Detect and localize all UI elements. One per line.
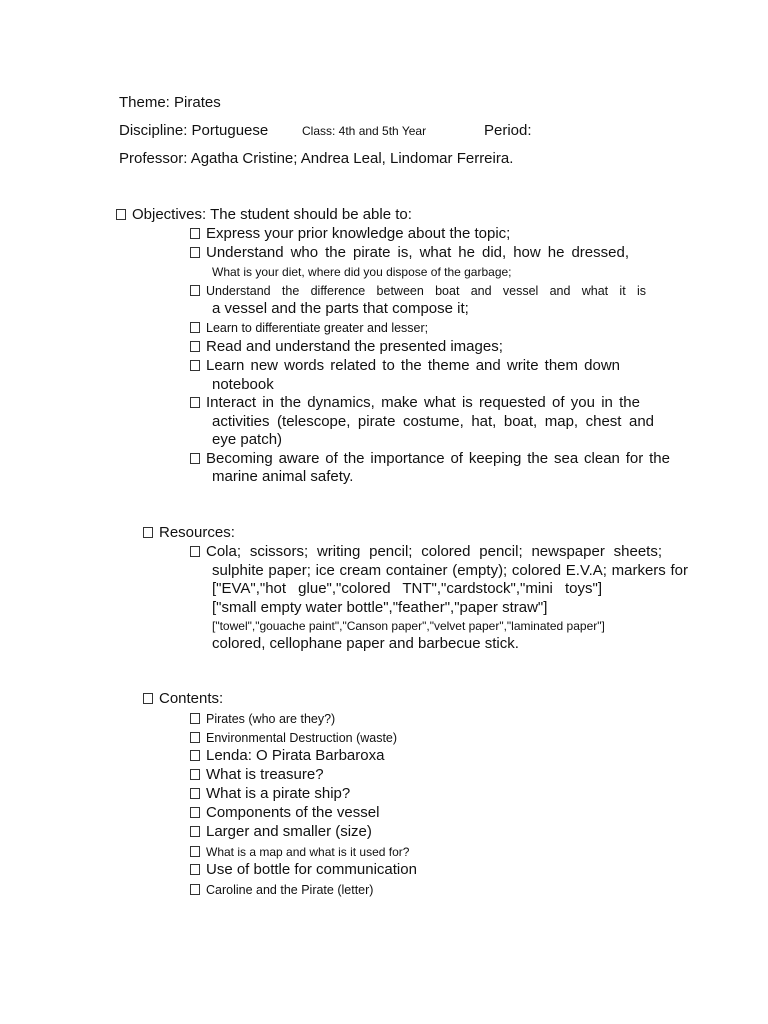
resources-heading: Resources: (143, 524, 235, 542)
objective-item-continued: marine animal safety. (212, 468, 354, 485)
content-item: Pirates (who are they?) (190, 710, 335, 728)
objective-item-continued: eye patch) (212, 431, 283, 448)
content-item: Lenda: O Pirata Barbaroxa (190, 747, 384, 765)
checkbox-icon (190, 247, 200, 258)
checkbox-icon (190, 769, 200, 780)
checkbox-icon (190, 732, 200, 743)
objective-item-continued: What is your diet, where did you dispose of the garbage; (212, 265, 512, 279)
checkbox-icon (143, 693, 153, 704)
checkbox-icon (190, 360, 200, 371)
checkbox-icon (190, 397, 200, 408)
resource-line: ["small empty water bottle","feather","paper straw"] (212, 599, 548, 616)
content-item: Larger and smaller (size) (190, 823, 372, 841)
checkbox-icon (143, 527, 153, 538)
objective-item-continued: a vessel and the parts that compose it; (212, 300, 469, 317)
resource-line: colored, cellophane paper and barbecue stick. (212, 635, 519, 652)
checkbox-icon (190, 285, 200, 296)
content-item: Caroline and the Pirate (letter) (190, 881, 373, 899)
checkbox-icon (116, 209, 126, 220)
objective-item: Learn new words related to the theme and write them down (190, 357, 620, 375)
checkbox-icon (190, 864, 200, 875)
objective-item: Express your prior knowledge about the topic; (190, 225, 510, 243)
checkbox-icon (190, 341, 200, 352)
content-item: What is a pirate ship? (190, 785, 350, 803)
resource-line: ["towel","gouache paint","Canson paper","velvet paper","laminated paper"] (212, 619, 605, 633)
resource-line: ["EVA","hot glue","colored TNT","cardstock","mini toys"] (212, 580, 602, 597)
resource-line: Cola; scissors; writing pencil; colored pencil; newspaper sheets; (190, 543, 662, 561)
objective-item: Understand who the pirate is, what he did, how he dressed, (190, 244, 629, 262)
theme-line: Theme: Pirates (119, 94, 221, 111)
checkbox-icon (190, 750, 200, 761)
checkbox-icon (190, 807, 200, 818)
checkbox-icon (190, 713, 200, 724)
period-line: Period: (484, 122, 532, 139)
class-line: Class: 4th and 5th Year (302, 124, 427, 138)
contents-heading: Contents: (143, 690, 223, 708)
checkbox-icon (190, 453, 200, 464)
objective-item-continued: notebook (212, 376, 274, 393)
content-item: What is treasure? (190, 766, 324, 784)
objectives-heading: Objectives: The student should be able to: (116, 206, 412, 224)
checkbox-icon (190, 788, 200, 799)
checkbox-icon (190, 884, 200, 895)
discipline-line: Discipline: Portuguese (119, 122, 269, 139)
content-item: Use of bottle for communication (190, 861, 417, 879)
objective-item: Understand the difference between boat and vessel and what it is (190, 282, 646, 300)
content-item: What is a map and what is it used for? (190, 843, 409, 861)
checkbox-icon (190, 846, 200, 857)
checkbox-icon (190, 322, 200, 333)
resource-line: sulphite paper; ice cream container (empty); colored E.V.A; markers for (212, 562, 688, 579)
checkbox-icon (190, 546, 200, 557)
professor-line: Professor: Agatha Cristine; Andrea Leal, Lindomar Ferreira. (119, 150, 514, 167)
objective-item: Read and understand the presented images; (190, 338, 503, 356)
content-item: Components of the vessel (190, 804, 379, 822)
objective-item-continued: activities (telescope, pirate costume, hat, boat, map, chest and (212, 413, 654, 430)
checkbox-icon (190, 826, 200, 837)
objective-item: Interact in the dynamics, make what is requested of you in the (190, 394, 640, 412)
checkbox-icon (190, 228, 200, 239)
objective-item: Learn to differentiate greater and lesser; (190, 319, 428, 337)
objective-item: Becoming aware of the importance of keeping the sea clean for the (190, 450, 670, 468)
content-item: Environmental Destruction (waste) (190, 729, 397, 747)
